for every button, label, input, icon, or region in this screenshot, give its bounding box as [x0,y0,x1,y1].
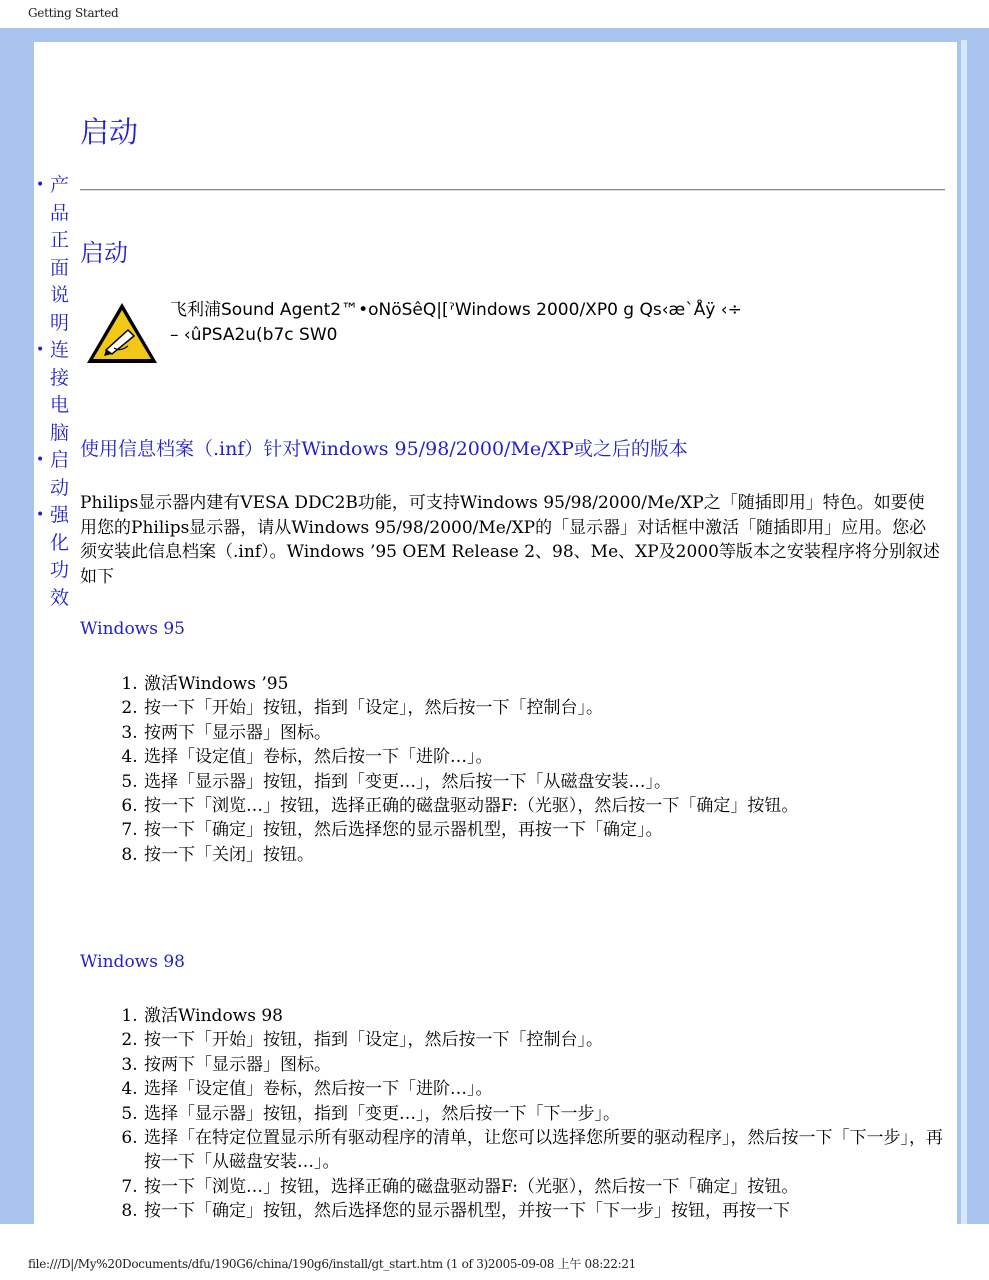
page-footer: file:///D|/My%20Documents/dfu/190G6/china/190g6/install/gt_start.htm (1 of 3)2005-09-08 上午 08:22:21 [28,1257,637,1271]
list-item: 3. 按两下「显示器」图标。 [143,1053,943,1077]
list-item: 6. 按一下「浏览…」按钮，选择正确的磁盘驱动器F:（光驱），然后按一下「确定」按钮。 [143,794,943,818]
list-item: 1. 激活Windows ’95 [143,672,943,696]
list-item: 2. 按一下「开始」按钮，指到「设定」，然后按一下「控制台」。 [143,1028,943,1052]
list-item: 8. 按一下「确定」按钮，然后选择您的显示器机型，并按一下「下一步」按钮，再按一下 [143,1199,943,1223]
nav-item-label[interactable]: 强化功效 [50,504,70,609]
frame-right-stripe [961,40,967,1224]
intro-paragraph: Philips显示器内建有VESA DDC2B功能，可支持Windows 95/98/2000/Me/XP之「随插即用」特色。如要使用您的Philips显示器，请从Windows 95/98/2000/Me/XP的「显示器」对话框中激活「随插即用」应用。您必须安装此信息档案（.inf）。Windows ’95 OEM Release 2、98、Me、XP及2000等版本之安装程序将分别叙述如下 [80,493,940,587]
warning-note [170,298,810,348]
win98-steps [80,1004,943,1224]
bullet-icon: • [36,452,45,468]
win98-heading: Windows 98 [80,952,185,972]
nav-item-optimize[interactable] [36,502,72,612]
section-subtitle: 启动 [80,239,128,267]
nav-item-connect-pc[interactable] [36,337,72,447]
nav-item-label[interactable]: 启动 [50,449,70,499]
bullet-icon: • [36,177,45,193]
page-title: 启动 [80,115,139,149]
section-heading: 使用信息档案（.inf）针对Windows 95/98/2000/Me/XP或之后的版本 [80,438,688,460]
list-item: 5. 选择「显示器」按钮，指到「变更…」，然后按一下「下一步」。 [143,1102,943,1126]
bullet-icon: • [36,507,45,523]
page-header: Getting Started [28,6,119,20]
nav-item-label[interactable]: 连接电脑 [50,339,70,444]
win95-heading: Windows 95 [80,619,185,639]
list-item: 2. 按一下「开始」按钮，指到「设定」，然后按一下「控制台」。 [143,696,943,720]
sidebar-nav [36,172,72,612]
list-item: 3. 按两下「显示器」图标。 [143,721,943,745]
list-item: 8. 按一下「关闭」按钮。 [143,843,943,867]
note-line: 飞利浦Sound Agent2™•oNöSêQ|[ˀWindows 2000/XP0 g Qs‹æ`Åÿ ‹÷ [170,300,742,320]
list-item: 4. 选择「设定值」卷标，然后按一下「进阶…」。 [143,1077,943,1101]
list-item: 6. 选择「在特定位置显示所有驱动程序的清单，让您可以选择您所要的驱动程序」，然后按一下「下一步」，再按一下「从磁盘安装…」。 [143,1126,943,1175]
note-line: – ‹ûPSA2u(b7c SW0 [170,325,338,345]
nav-item-getting-started[interactable] [36,447,72,502]
nav-item-label[interactable]: 产品正面说明 [50,174,70,334]
nav-item-product-front[interactable] [36,172,72,337]
bullet-icon: • [36,342,45,358]
win95-steps [80,672,943,867]
list-item: 5. 选择「显示器」按钮，指到「变更…」，然后按一下「从磁盘安装…」。 [143,770,943,794]
list-item: 7. 按一下「浏览…」按钮，选择正确的磁盘驱动器F:（光驱），然后按一下「确定」按钮。 [143,1175,943,1199]
list-item: 7. 按一下「确定」按钮，然后选择您的显示器机型，再按一下「确定」。 [143,818,943,842]
warning-icon [84,300,160,366]
list-item: 4. 选择「设定值」卷标，然后按一下「进阶…」。 [143,745,943,769]
horizontal-divider [80,189,945,191]
list-item: 1. 激活Windows 98 [143,1004,943,1028]
